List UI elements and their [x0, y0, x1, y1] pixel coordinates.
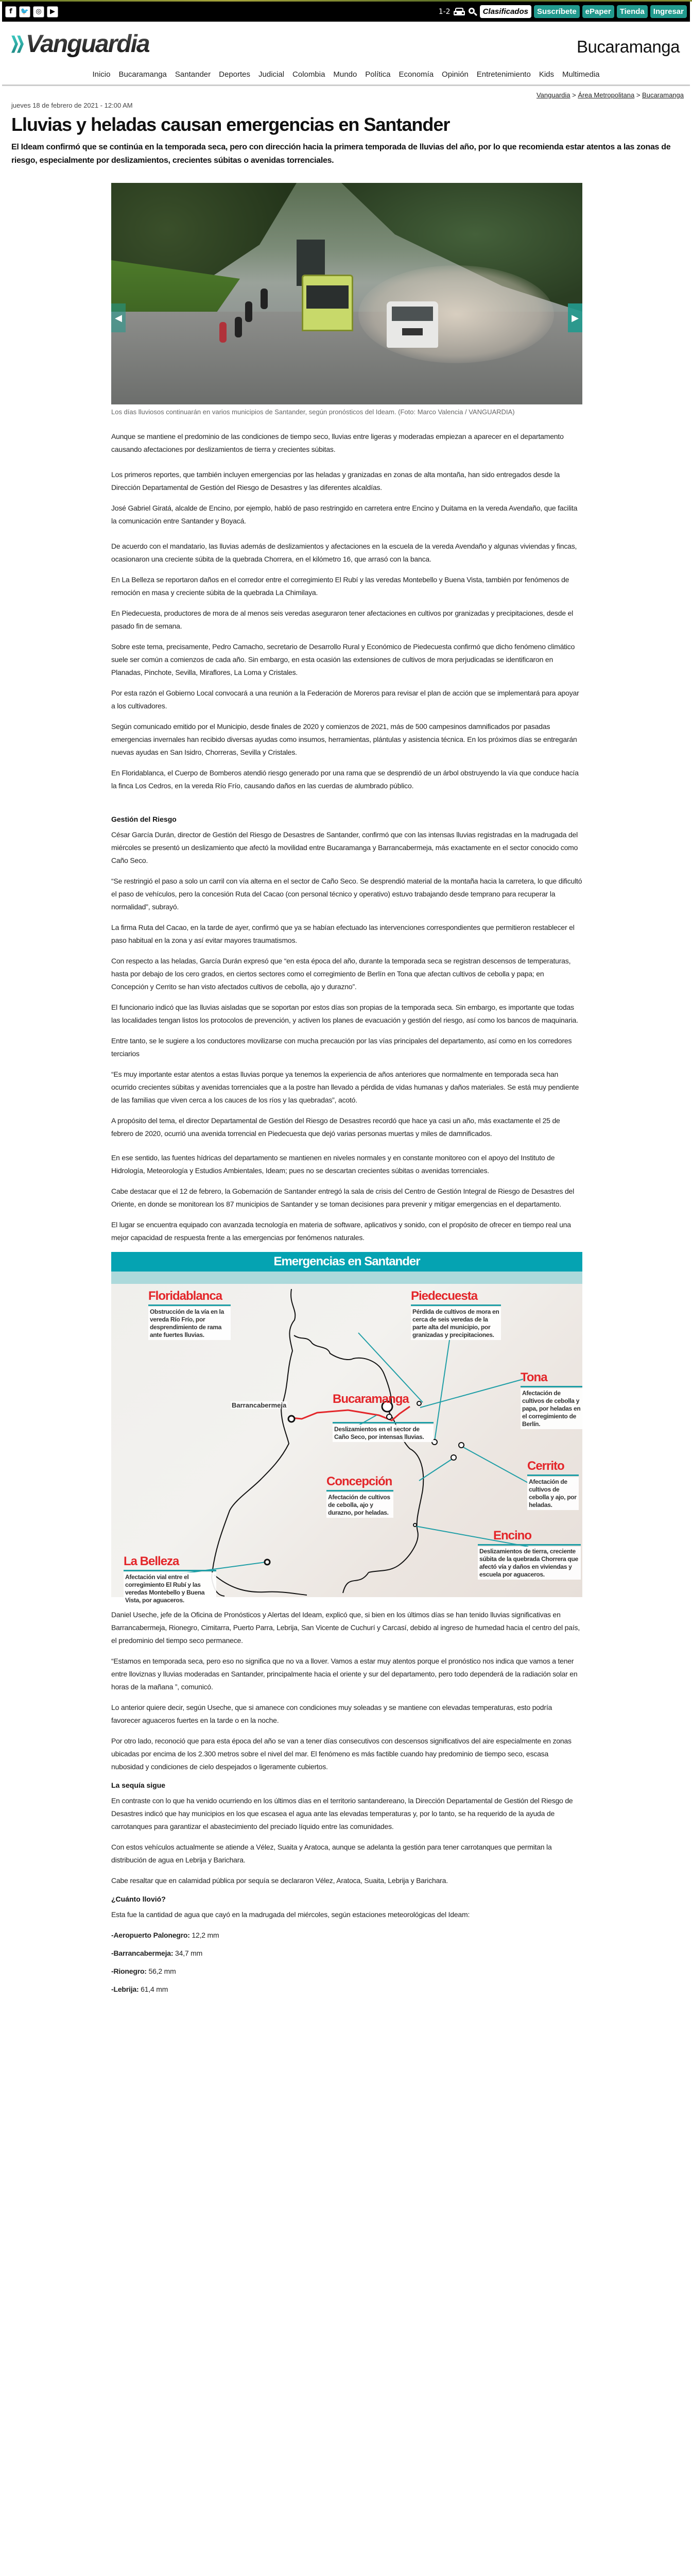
rain-item — [111, 1965, 582, 1978]
paragraph: El funcionario indicó que las lluvias aisladas que se soportan por estos días son propias de la temporada seca. Sin embargo, es importante que todas las localidades tengan listos los protocolos de prevención, y activen los planes de evacuación y gestión del riesgo, así como los bancos de maquinaria. — [111, 1003, 578, 1024]
map-label-la-belleza: La Belleza Afectación vial entre el corregimiento El Rubí y las veredas Montebello y Buena Vista, por aguaceros. — [124, 1554, 216, 1605]
santander-map — [111, 1284, 582, 1604]
paragraph: Daniel Useche, jefe de la Oficina de Pronósticos y Alertas del Ideam, explicó que, si bien en los últimos días se han tenido lluvias significativas en Barrancabermeja, Rionegro, Cimitarra, Puerto Parra, Lebrija, San Vicente de Cuchurí y Carcasí, debido al ingreso de humedad hacia el centro del país, el predominio del tiempo seco permanece. — [111, 1611, 580, 1645]
section-heading-gestion: Gestión del Riesgo — [111, 815, 177, 823]
paragraph: César García Durán, director de Gestión del Riesgo de Desastres de Santander, confirmó que con las intensas lluvias registradas en la madrugada del miércoles se presentó un deslizamiento que afectó la movilidad entre Bucaramanga y Barrancabermeja, más exactamente en el sector conocido como Caño Seco. — [111, 831, 578, 865]
rain-value: 12,2 mm — [192, 1931, 219, 1939]
paragraph: “Se restringió el paso a solo un carril con vía alterna en el sector de Caño Seco. Se desprendió material de la montaña hacia la carretera, lo que dificultó el paso de vehículos, pero la concesión Ruta del Cacao (con personal técnico y operativo) estuvo trabajando desde temprano para recuperar la normalidad”, subrayó. — [111, 877, 582, 911]
section-heading-lluvia: ¿Cuánto llovió? — [111, 1895, 166, 1903]
map-label-concepcion: Concepción Afectación de cultivos de cebolla, ajo y durazno, por heladas. — [326, 1475, 393, 1518]
rain-value: 56,2 mm — [148, 1967, 176, 1975]
article-photo-carousel — [111, 183, 582, 404]
top-bar — [2, 2, 690, 22]
nav-item-multimedia[interactable]: Multimedia — [562, 70, 600, 79]
rain-station: -Barrancabermeja: — [111, 1949, 174, 1957]
barrancabermeja-marker — [288, 1416, 295, 1422]
logo-wordmark: Vanguardia — [26, 30, 149, 58]
map-label-cerrito: Cerrito Afectación de cultivos de cebolla y ajo, por heladas. — [527, 1459, 579, 1510]
top-actions — [439, 5, 687, 18]
search-icon[interactable] — [468, 7, 477, 16]
paragraph: A propósito del tema, el director Departamental de Gestión del Riesgo de Desastres recordó que hace ya casi un año, más exactamente el 25 de febrero de 2020, ocurrió una avenida torrencial en Piedecuesta que dejó varias personas muertas y miles de damnificados. — [111, 1116, 560, 1138]
suscribete-button[interactable]: Suscríbete — [534, 5, 580, 18]
paragraph: Cabe destacar que el 12 de febrero, la Gobernación de Santander entregó la sala de crisis del Centro de Gestión Integral de Riesgo de Desastres del Oriente, en donde se monitorean los 87 municipios de Santander y se toman decisiones para prevenir y mitigar emergencias en el departamento. — [111, 1187, 575, 1208]
paragraph: José Gabriel Giratá, alcalde de Encino, por ejemplo, habló de paso restringido en carretera entre Encino y Duitama en la vereda Avendaño, que facilita la comunicación entre Santander y Boyacá. — [111, 504, 578, 525]
paragraph: “Es muy importante estar atentos a estas lluvias porque ya tenemos la experiencia de años anteriores que normalmente en temporada seca han ocurrido crecientes súbitas y avenidas torrenciales que a la postre han llevado a pérdida de vidas humanas y daños materiales. Se está muy pendiente de las familias que viven cerca a los cauces de los ríos y las quebradas”, acotó. — [111, 1070, 579, 1104]
paragraph: Entre tanto, se le sugiere a los conductores movilizarse con mucha precaución por las vías principales del departamento, así como en los corredores terciarios — [111, 1037, 572, 1058]
nav-item-santander[interactable]: Santander — [175, 70, 211, 79]
carousel-next-button[interactable] — [568, 303, 582, 332]
site-header — [0, 22, 692, 64]
paragraph: “Estamos en temporada seca, pero eso no significa que no va a llover. Vamos a estar muy atentos porque el pronóstico nos indica que vamos a tener entre lloviznas y lluvias moderadas en Santander, principalmente hacia el oriente y sur del departamento, pero todo dependerá de la radiación solar en horas de la mañana ”, comunicó. — [111, 1657, 578, 1691]
nav-item-inicio[interactable]: Inicio — [92, 70, 111, 79]
article-body — [111, 430, 582, 1996]
map-city-label: Barrancabermeja — [232, 1401, 287, 1409]
photo-caption: Los días lluviosos continuarán en varios municipios de Santander, según pronósticos del Ideam. (Foto: Marco Valencia / VANGUARDIA) — [111, 408, 515, 416]
rain-item — [111, 1929, 582, 1942]
epaper-button[interactable]: ePaper — [582, 5, 614, 18]
breadcrumb-area-metropolitana[interactable]: Área Metropolitana — [578, 91, 635, 99]
youtube-icon[interactable]: ▶ — [47, 6, 58, 18]
site-logo[interactable] — [11, 30, 149, 58]
paragraph: En Piedecuesta, productores de mora de al menos seis veredas aseguraron tener afectaciones en cultivos por granizadas y precipitaciones, desde el pasado fin de semana. — [111, 609, 574, 630]
instagram-icon[interactable]: ◎ — [33, 6, 44, 18]
nav-item-mundo[interactable]: Mundo — [333, 70, 357, 79]
nav-item-judicial[interactable]: Judicial — [258, 70, 285, 79]
car-icon[interactable] — [453, 7, 465, 16]
breadcrumb-vanguardia[interactable]: Vanguardia — [536, 91, 570, 99]
rain-value: 61,4 mm — [141, 1985, 168, 1993]
paragraph: En Floridablanca, el Cuerpo de Bomberos atendió riesgo generado por una rama que se desprendió de un árbol obstruyendo la vía que conduce hacía la finca Los Cedros, en la vereda Río Frío, causando daños en las cuerdas de alumbrado público. — [111, 769, 579, 790]
paragraph: Sobre este tema, precisamente, Pedro Camacho, secretario de Desarrollo Rural y Económico de Piedecuesta confirmó que dicho fenómeno climático suele ser común a comienzos de cada año. Sin embargo, en esta ocasión las extensiones de cultivos de mora perjudicadas se identificaron en Planadas, Pinchote, Sevilla, Miraflores, La Loma y Cristales. — [111, 642, 575, 676]
nav-item-kids[interactable]: Kids — [539, 70, 554, 79]
paragraph: De acuerdo con el mandatario, las lluvias además de deslizamientos y afectaciones en la escuela de la vereda Avendaño y algunas viviendas y fincas, ocasionaron una creciente súbita de la quebrada Chorrera, en el kilómetro 16, que arrasó con la banca. — [111, 542, 577, 563]
section-heading-sequia: La sequía sigue — [111, 1781, 166, 1789]
rain-station: -Rionegro: — [111, 1967, 147, 1975]
paragraph: En ese sentido, las fuentes hídricas del departamento se mantienen en niveles normales y en constante monitoreo con el apoyo del Instituto de Hidrología, Meteorología y Estudios Ambientales, Ideam; pues no se descartan crecientes súbitas o avenidas torrenciales. — [111, 1154, 555, 1175]
rain-item — [111, 1947, 582, 1960]
pico-placa-value: 1-2 — [438, 7, 451, 16]
paragraph: La firma Ruta del Cacao, en la tarde de ayer, confirmó que ya se habían efectuado las intervenciones correspondientes que permitieron restablecer el paso habitual en la zona y así evitar mayores traumatismos. — [111, 923, 575, 944]
rain-station: -Aeropuerto Palonegro: — [111, 1931, 190, 1939]
chevron-right-icon: ▶ — [572, 312, 579, 323]
nav-item-entretenimiento[interactable]: Entretenimiento — [476, 70, 531, 79]
twitter-icon[interactable]: 🐦 — [19, 6, 30, 18]
paragraph: Aunque se mantiene el predominio de las condiciones de tiempo seco, lluvias entre ligeras y moderadas empiezan a aparecer en el departamento causando afectaciones por deslizamientos de tierra y crecientes súbitas. — [111, 432, 564, 453]
paragraph: Lo anterior quiere decir, según Useche, que si amanece con condiciones muy soleadas y se mantiene con elevadas temperaturas, esto podría favorecer aguaceros fuertes en la tarde o en la noche. — [111, 1703, 552, 1724]
breadcrumb-separator: > — [636, 91, 641, 99]
article-date: jueves 18 de febrero de 2021 - 12:00 AM — [11, 101, 133, 109]
map-label-piedecuesta: Piedecuesta Pérdida de cultivos de mora en cerca de seis veredas de la parte alta del municipio, por granizadas y precipitaciones. — [411, 1289, 501, 1340]
breadcrumb — [0, 86, 692, 101]
article-title: Lluvias y heladas causan emergencias en Santander — [11, 114, 450, 135]
rain-value: 34,7 mm — [175, 1949, 203, 1957]
tienda-button[interactable]: Tienda — [617, 5, 648, 18]
paragraph: Esta fue la cantidad de agua que cayó en la madrugada del miércoles, según estaciones meteorológicas del Ideam: — [111, 1910, 470, 1919]
rain-item — [111, 1983, 582, 1996]
paragraph: Por esta razón el Gobierno Local convocará a una reunión a la Federación de Moreros para revisar el plan de acción que se implementará para apoyar a los cultivadores. — [111, 689, 579, 710]
nav-item-opinion[interactable]: Opinión — [442, 70, 469, 79]
paragraph: Cabe resaltar que en calamidad pública por sequía se declararon Vélez, Aratoca, Suaita, Lebrija y Barichara. — [111, 1876, 448, 1885]
section-city: Bucaramanga — [577, 37, 680, 56]
paragraph: El lugar se encuentra equipado con avanzada tecnología en materia de software, aplicativos y sonido, con el propósito de ofrecer en tiempo real una mejor capacidad de respuesta frente a las emergencias por fenómenos naturales. — [111, 1221, 571, 1242]
nav-item-colombia[interactable]: Colombia — [292, 70, 325, 79]
facebook-icon[interactable]: f — [5, 6, 16, 18]
chevron-logo-icon — [11, 36, 23, 53]
paragraph: Con estos vehículos actualmente se atiende a Vélez, Suaita y Aratoca, aunque se adelanta la gestión para tener carrotanques que permitan la distribución de agua en Lebrija y Barichara. — [111, 1843, 552, 1864]
social-links — [5, 6, 58, 18]
infographic-emergencias — [111, 1252, 582, 1604]
paragraph: Según comunicado emitido por el Municipio, desde finales de 2020 y comienzos de 2021, más de 500 campesinos damnificados por pasadas emergencias invernales han recibido diversas ayudas como insumos, herramientas, plántulas y asistencia técnica. En los próximos días se entregarán nuevas ayudas en San Isidro, Chorreras, Sevilla y Cristales. — [111, 722, 577, 756]
rain-station: -Lebrija: — [111, 1985, 139, 1993]
infographic-title: Emergencias en Santander — [111, 1252, 582, 1272]
paragraph: En contraste con lo que ha venido ocurriendo en los últimos días en el territorio santandereano, la Dirección Departamental de Gestión del Riesgo de Desastres indicó que hay municipios en los que escasea el agua ante las elevadas temperaturas y, por lo tanto, se ha requerido de la ayuda de carrotanques para garantizar el abastecimiento del preciado líquido entre las comunidades. — [111, 1797, 573, 1831]
main-nav — [0, 64, 692, 84]
article-lead: El Ideam confirmó que se continúa en la temporada seca, pero con dirección hacia la primera temporada de lluvias del año, por lo que recomienda estar atentos a las zonas de riesgo, especialmente por deslizamientos, crecientes súbitas o avenidas torrenciales. — [11, 143, 671, 165]
paragraph: Los primeros reportes, que también incluyen emergencias por las heladas y granizadas en zonas de alta montaña, han sido entregados desde la Dirección Departamental de Gestión del Riesgo de Desastres y las diferentes alcaldías. — [111, 470, 560, 492]
map-label-tona: Tona Afectación de cultivos de cebolla y papa, por heladas en el corregimiento de Berlín. — [521, 1370, 582, 1429]
clasificados-button[interactable]: Clasificados — [480, 5, 531, 18]
paragraph: Con respecto a las heladas, García Durán expresó que “en esta época del año, durante la temporada seca se registran descensos de temperaturas, hasta por debajo de los cero grados, en ciertos sectores como el corregimiento de Berlín en Tona que afectan cultivos de cebolla y papa; en Concepción y Cerrito se han visto afectados cultivos de cebolla, ajo y durazno”. — [111, 957, 571, 991]
carousel-prev-button[interactable] — [111, 303, 126, 332]
nav-item-politica[interactable]: Política — [365, 70, 391, 79]
nav-item-deportes[interactable]: Deportes — [219, 70, 251, 79]
map-label-bucaramanga: Bucaramanga Deslizamientos en el sector de Caño Seco, por intensas lluvias. — [333, 1392, 434, 1442]
paragraph: Por otro lado, reconoció que para esta época del año se van a tener días consecutivos con descensos significativos del aire especialmente en zonas ubicadas por encima de los 2.300 metros sobre el nivel del mar. El fenómeno es más factible cuando hay predominio de tiempo seco, escasa nubosidad y condiciones de cielo despejados o ligeramente cubiertos. — [111, 1737, 572, 1771]
nav-item-bucaramanga[interactable]: Bucaramanga — [118, 70, 167, 79]
nav-item-economia[interactable]: Economía — [399, 70, 434, 79]
map-label-floridablanca: Floridablanca Obstrucción de la vía en la vereda Río Frío, por desprendimiento de rama ante fuertes lluvias. — [148, 1289, 231, 1340]
paragraph: En La Belleza se reportaron daños en el corredor entre el corregimiento El Rubí y las veredas Montebello y Buena Vista, también por fenómenos de remoción en masa y creciente súbita de la quebrada La Chimilaya. — [111, 575, 569, 597]
breadcrumb-bucaramanga[interactable]: Bucaramanga — [642, 91, 684, 99]
breadcrumb-separator: > — [572, 91, 576, 99]
chevron-left-icon: ◀ — [115, 312, 122, 323]
ingresar-button[interactable]: Ingresar — [650, 5, 687, 18]
map-label-encino: Encino Deslizamientos de tierra, creciente súbita de la quebrada Chorrera que afectó vía y daños en viviendas y escuela por aguaceros. — [478, 1529, 581, 1580]
